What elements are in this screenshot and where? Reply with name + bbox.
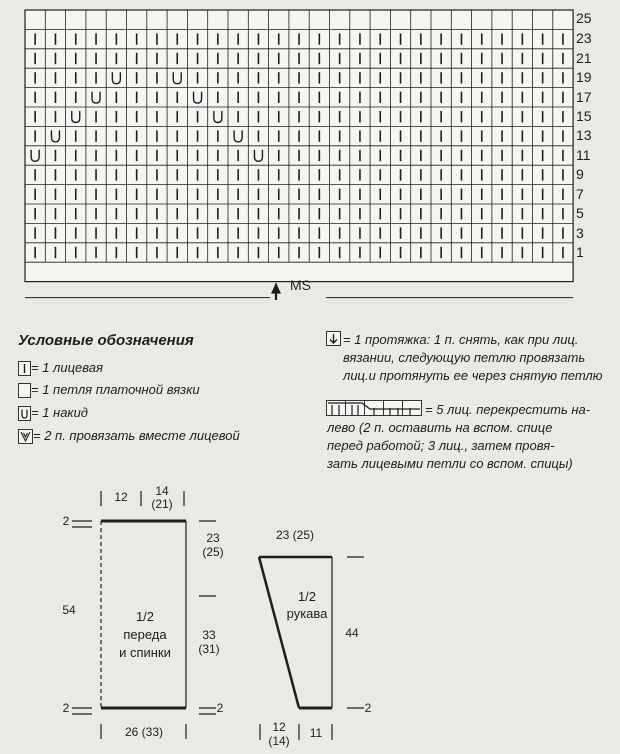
sleeve-dim-bottom-right: 11 (309, 726, 323, 740)
row-number: 23 (576, 30, 592, 46)
dim-right-upper: 23 (206, 531, 220, 545)
sleeve-dim-height: 44 (345, 626, 359, 640)
cable-desc-line: лево (2 п. оставить на вспом. спице (327, 420, 553, 435)
row-number: 13 (576, 127, 592, 143)
dim-left-top-mark: 2 (62, 514, 70, 528)
sleeve-dim-bottom-left: 12 (272, 720, 286, 734)
legend-title: Условные обозначения (18, 332, 194, 349)
dim-top-right: 14 (155, 484, 169, 498)
slip-desc-line: лиц.и протянуть ее через снятую петлю (343, 368, 603, 383)
legend-text: = 2 п. провязать вместе лицевой (33, 428, 240, 443)
row-number: 9 (576, 166, 584, 182)
sleeve-right-mark: 2 (364, 701, 372, 715)
dim-right-upper-alt: (25) (202, 545, 224, 559)
legend-text: = 1 петля платочной вязки (31, 382, 200, 397)
front-back-title: переда (123, 627, 167, 642)
sleeve-dim-bottom-left-alt: (14) (268, 734, 290, 748)
sleeve-dim-top: 23 (25) (275, 528, 315, 542)
row-number: 5 (576, 205, 584, 221)
row-number: 1 (576, 244, 584, 260)
legend-text: = 1 накид (31, 405, 88, 420)
dim-left-height: 54 (62, 603, 76, 617)
slip-desc-line: = 1 протяжка: 1 п. снять, как при лиц. (343, 332, 579, 347)
dim-left-bottom-mark: 2 (62, 701, 70, 715)
center-mark-label: MS (290, 277, 311, 293)
row-number: 21 (576, 50, 592, 66)
row-number: 19 (576, 69, 592, 85)
cable-desc-line: = 5 лиц. перекрестить на- (425, 402, 591, 417)
dim-right-lower-alt: (31) (198, 642, 220, 656)
dim-top-right-alt: (21) (151, 497, 173, 511)
front-back-title: 1/2 (135, 609, 155, 624)
sleeve-title: 1/2 (297, 589, 317, 604)
row-number: 15 (576, 108, 592, 124)
row-number: 25 (576, 10, 592, 26)
cable-desc-line: перед работой; 3 лиц., затем провя- (327, 438, 555, 453)
slip-desc-line: вязании, следующую петлю провязать (343, 350, 586, 365)
cable-desc-line: зать лицевыми петли со вспом. спицы) (327, 456, 573, 471)
row-number: 7 (576, 186, 584, 202)
front-back-title: и спинки (119, 645, 171, 660)
sleeve-schematic (259, 557, 364, 740)
dim-right-bottom-mark: 2 (216, 701, 224, 715)
dim-top-left: 12 (114, 490, 128, 504)
row-number: 11 (576, 147, 591, 163)
sleeve-title: рукава (286, 606, 328, 621)
row-number: 17 (576, 89, 592, 105)
row-number: 3 (576, 225, 584, 241)
legend-text: = 1 лицевая (31, 360, 103, 375)
dim-right-lower: 33 (202, 628, 216, 642)
dim-bottom: 26 (33) (124, 725, 164, 739)
